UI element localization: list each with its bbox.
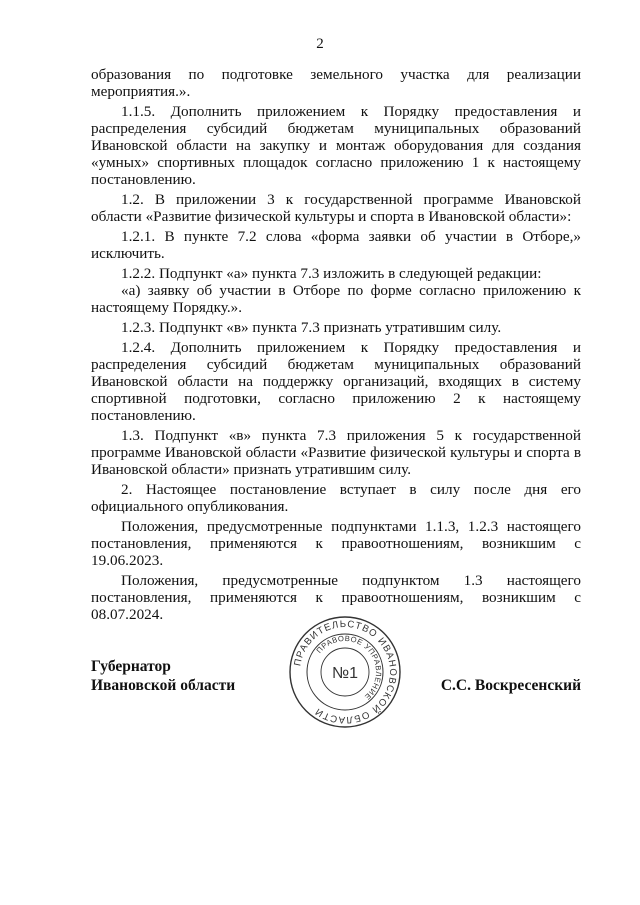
paragraph-2: 2. Настоящее постановление вступает в силу после дня его официального опубликования.	[91, 481, 581, 515]
page-number: 2	[316, 36, 324, 52]
document-body	[91, 66, 581, 626]
paragraph-continuation: образования по подготовке земельного участка для реализации мероприятия.».	[91, 66, 581, 100]
paragraph-provisions-2: Положения, предусмотренные подпунктом 1.3 настоящего постановления, применяются к правоотношениям, возникшим с 08.07.2024.	[91, 572, 581, 623]
paragraph-1-1-5: 1.1.5. Дополнить приложением к Порядку предоставления и распределения субсидий бюджетам муниципальных образований Ивановской области на закупку и монтаж оборудования для создания «умных» спортивных площадок согласно приложению 1 к настоящему постановлению.	[91, 103, 581, 188]
signatory-name: С.С. Воскресенский	[440, 677, 581, 694]
seal-outer-text: ПРАВИТЕЛЬСТВО ИВАНОВСКОЙ ОБЛАСТИ	[292, 618, 399, 726]
paragraph-1-2-1: 1.2.1. В пункте 7.2 слова «форма заявки об участии в Отборе,» исключить.	[91, 228, 581, 262]
paragraph-1-2-4: 1.2.4. Дополнить приложением к Порядку предоставления и распределения субсидий бюджетам муниципальных образований Ивановской области на поддержку организаций, входящих в систему спортивной подготовки, согласно приложению 2 к настоящему постановлению.	[91, 339, 581, 424]
paragraph-provisions-1: Положения, предусмотренные подпунктами 1.1.3, 1.2.3 настоящего постановления, применяются к правоотношениям, возникшим с 19.06.2023.	[91, 518, 581, 569]
paragraph-1-2-2-quote: «а) заявку об участии в Отборе по форме согласно приложению к настоящему Порядку.».	[91, 282, 581, 316]
paragraph-1-2: 1.2. В приложении 3 к государственной программе Ивановской области «Развитие физической культуры и спорта в Ивановской области»:	[91, 191, 581, 225]
paragraph-1-3: 1.3. Подпункт «в» пункта 7.3 приложения 5 к государственной программе Ивановской области «Развитие физической культуры и спорта в Ивановской области» признать утратившим силу.	[91, 427, 581, 478]
paragraph-1-2-3: 1.2.3. Подпункт «в» пункта 7.3 признать утратившим силу.	[121, 319, 502, 336]
signatory-position-line2: Ивановской области	[91, 677, 236, 694]
signatory-position-line1: Губернатор	[91, 658, 171, 675]
paragraph-1-2-2: 1.2.2. Подпункт «а» пункта 7.3 изложить в следующей редакции:	[121, 265, 542, 282]
signatory-position	[91, 657, 235, 695]
seal-inner-text: ПРАВОВОЕ УПРАВЛЕНИЕ	[314, 633, 384, 702]
seal-number: №1	[331, 665, 359, 682]
signature-block	[91, 657, 581, 737]
